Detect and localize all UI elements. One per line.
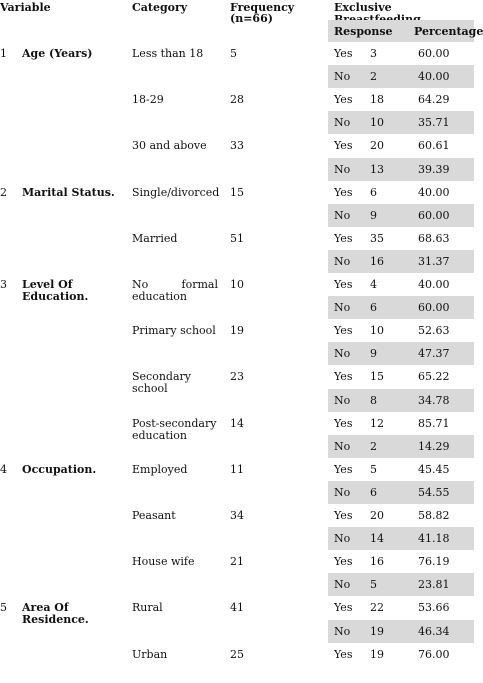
frequency-cell: 14: [230, 416, 244, 430]
response-count-cell: 14: [370, 532, 384, 546]
response-cell: Yes: [334, 93, 353, 107]
percentage-cell: 60.00: [418, 301, 450, 315]
response-cell: Yes: [334, 324, 353, 338]
frequency-cell: 41: [230, 601, 244, 615]
percentage-cell: 76.19: [418, 555, 450, 569]
variable-name-line1: Level Of: [22, 278, 73, 291]
frequency-cell: 19: [230, 324, 244, 338]
response-cell: No: [334, 485, 351, 499]
response-cell: No: [334, 254, 351, 268]
percentage-cell: 40.00: [418, 278, 450, 291]
table-row: [0, 389, 474, 412]
response-cell: Yes: [334, 139, 353, 153]
response-count-cell: 12: [370, 416, 384, 430]
frequency-cell: 5: [230, 47, 237, 60]
table-row: [0, 181, 474, 204]
category-label-line2: education: [132, 290, 187, 303]
percentage-cell: 60.00: [418, 47, 450, 60]
response-cell: No: [334, 162, 351, 176]
variable-name-line1: Area Of: [22, 601, 69, 615]
category-label: Single/divorced: [132, 185, 220, 199]
table-row: [0, 204, 474, 227]
response-cell: Yes: [334, 416, 353, 430]
percentage-cell: 14.29: [418, 439, 450, 453]
category-label: Married: [132, 231, 178, 245]
response-cell: No: [334, 439, 351, 453]
category-label: Employed: [132, 462, 188, 476]
response-count-cell: 2: [370, 70, 377, 84]
percentage-cell: 76.00: [418, 647, 450, 661]
percentage-cell: 54.55: [418, 485, 450, 499]
response-count-cell: 6: [370, 301, 377, 315]
header-percentage: Percentage: [414, 25, 483, 38]
header-variable: Variable: [0, 1, 51, 14]
response-cell: Yes: [334, 555, 353, 569]
percentage-cell: 31.37: [418, 254, 450, 268]
percentage-cell: 47.37: [418, 347, 450, 361]
table-row: [0, 504, 474, 527]
percentage-cell: 68.63: [418, 231, 450, 245]
response-count-cell: 3: [370, 47, 377, 60]
response-cell: Yes: [334, 370, 353, 384]
frequency-cell: 21: [230, 555, 244, 569]
response-count-cell: 19: [370, 647, 384, 661]
percentage-cell: 23.81: [418, 578, 450, 592]
table-row: [0, 134, 474, 157]
frequency-cell: 11: [230, 462, 244, 476]
table-row: [0, 250, 474, 273]
response-count-cell: 20: [370, 139, 384, 153]
frequency-cell: 28: [230, 93, 244, 107]
response-cell: Yes: [334, 601, 353, 615]
header-category: Category: [132, 1, 188, 14]
percentage-cell: 41.18: [418, 532, 450, 546]
response-cell: Yes: [334, 462, 353, 476]
variable-number: 4: [0, 462, 7, 476]
percentage-cell: 39.39: [418, 162, 450, 176]
table-row: [0, 273, 474, 303]
response-cell: Yes: [334, 47, 353, 60]
table-row: [0, 158, 474, 181]
response-cell: No: [334, 301, 351, 315]
table-row: [0, 65, 474, 88]
percentage-cell: 35.71: [418, 116, 450, 130]
header-frequency-n: (n=66): [230, 12, 273, 25]
frequency-cell: 25: [230, 647, 244, 661]
table-row: [0, 412, 474, 442]
percentage-cell: 53.66: [418, 601, 450, 615]
category-label: 30 and above: [132, 139, 207, 153]
table-row: [0, 111, 474, 134]
response-cell: No: [334, 208, 351, 222]
table-row: [0, 550, 474, 573]
percentage-cell: 45.45: [418, 462, 450, 476]
category-label: Urban: [132, 647, 168, 661]
frequency-cell: 15: [230, 185, 244, 199]
frequency-cell: 34: [230, 509, 244, 522]
category-label: Peasant: [132, 509, 176, 522]
category-word: No: [132, 278, 149, 291]
variable-name: Occupation.: [22, 462, 97, 476]
category-label: Less than 18: [132, 47, 204, 60]
header-response: Response: [334, 25, 393, 38]
response-cell: No: [334, 70, 351, 84]
category-label: Primary school: [132, 324, 216, 338]
response-cell: No: [334, 393, 351, 407]
response-count-cell: 5: [370, 462, 377, 476]
table-row: [0, 527, 474, 550]
percentage-cell: 60.00: [418, 208, 450, 222]
frequency-cell: 33: [230, 139, 244, 153]
response-cell: No: [334, 578, 351, 592]
response-cell: Yes: [334, 185, 353, 199]
variable-name: Age (Years): [22, 47, 93, 60]
percentage-cell: 40.00: [418, 185, 450, 199]
response-count-cell: 22: [370, 601, 384, 615]
response-count-cell: 5: [370, 578, 377, 592]
response-cell: Yes: [334, 231, 353, 245]
variable-number: 2: [0, 185, 7, 199]
table-row: [0, 620, 474, 643]
response-count-cell: 18: [370, 93, 384, 107]
percentage-cell: 34.78: [418, 393, 450, 407]
response-cell: Yes: [334, 647, 353, 661]
response-count-cell: 13: [370, 162, 384, 176]
variable-name-line2: Education.: [22, 290, 89, 303]
response-count-cell: 19: [370, 624, 384, 638]
variable-number: 3: [0, 278, 7, 291]
percentage-cell: 65.22: [418, 370, 450, 384]
percentage-cell: 52.63: [418, 324, 450, 338]
response-count-cell: 9: [370, 208, 377, 222]
header-exclusive-breastfeeding: Exclusive: [334, 1, 392, 14]
table-row: [0, 596, 474, 627]
table-row: [0, 42, 474, 65]
variable-number: 1: [0, 47, 7, 60]
response-cell: No: [334, 116, 351, 130]
response-cell: No: [334, 347, 351, 361]
response-count-cell: 15: [370, 370, 384, 384]
response-count-cell: 35: [370, 231, 384, 245]
percentage-cell: 85.71: [418, 416, 450, 430]
percentage-cell: 46.34: [418, 624, 450, 638]
response-count-cell: 8: [370, 393, 377, 407]
table-row: [0, 481, 474, 504]
response-count-cell: 9: [370, 347, 377, 361]
response-count-cell: 2: [370, 439, 377, 453]
response-count-cell: 6: [370, 485, 377, 499]
header-frequency: Frequency: [230, 1, 295, 14]
table-row: [0, 365, 474, 396]
percentage-cell: 40.00: [418, 70, 450, 84]
category-label-line2: school: [132, 382, 168, 396]
category-word: formal: [181, 278, 218, 291]
category-label-line2: education: [132, 428, 187, 442]
frequency-cell: 23: [230, 370, 244, 384]
table-row: [0, 88, 474, 111]
response-cell: Yes: [334, 278, 353, 291]
variable-name: Marital Status.: [22, 185, 115, 199]
table-row: [0, 227, 474, 250]
frequency-cell: 10: [230, 278, 244, 291]
response-count-cell: 6: [370, 185, 377, 199]
response-count-cell: 4: [370, 278, 377, 291]
table-row: [0, 643, 474, 666]
percentage-cell: 60.61: [418, 139, 450, 153]
percentage-cell: 58.82: [418, 509, 450, 522]
response-cell: Yes: [334, 509, 353, 522]
category-label: 18-29: [132, 93, 164, 107]
category-label: House wife: [132, 555, 195, 569]
response-count-cell: 16: [370, 254, 384, 268]
frequency-cell: 51: [230, 231, 244, 245]
variable-name-line2: Residence.: [22, 613, 89, 627]
table-row: [0, 319, 474, 342]
table-row: [0, 435, 474, 458]
response-count-cell: 10: [370, 116, 384, 130]
response-cell: No: [334, 624, 351, 638]
table-row: [0, 296, 474, 319]
category-label-line1: Post-secondary: [132, 416, 217, 430]
variable-number: 5: [0, 601, 7, 615]
table-row: [0, 573, 474, 596]
response-count-cell: 10: [370, 324, 384, 338]
category-label-line1: Secondary: [132, 370, 191, 384]
percentage-cell: 64.29: [418, 93, 450, 107]
response-count-cell: 20: [370, 509, 384, 522]
table-row: [0, 458, 474, 481]
table-row: [0, 342, 474, 365]
response-cell: No: [334, 532, 351, 546]
response-count-cell: 16: [370, 555, 384, 569]
category-label: Rural: [132, 601, 163, 615]
